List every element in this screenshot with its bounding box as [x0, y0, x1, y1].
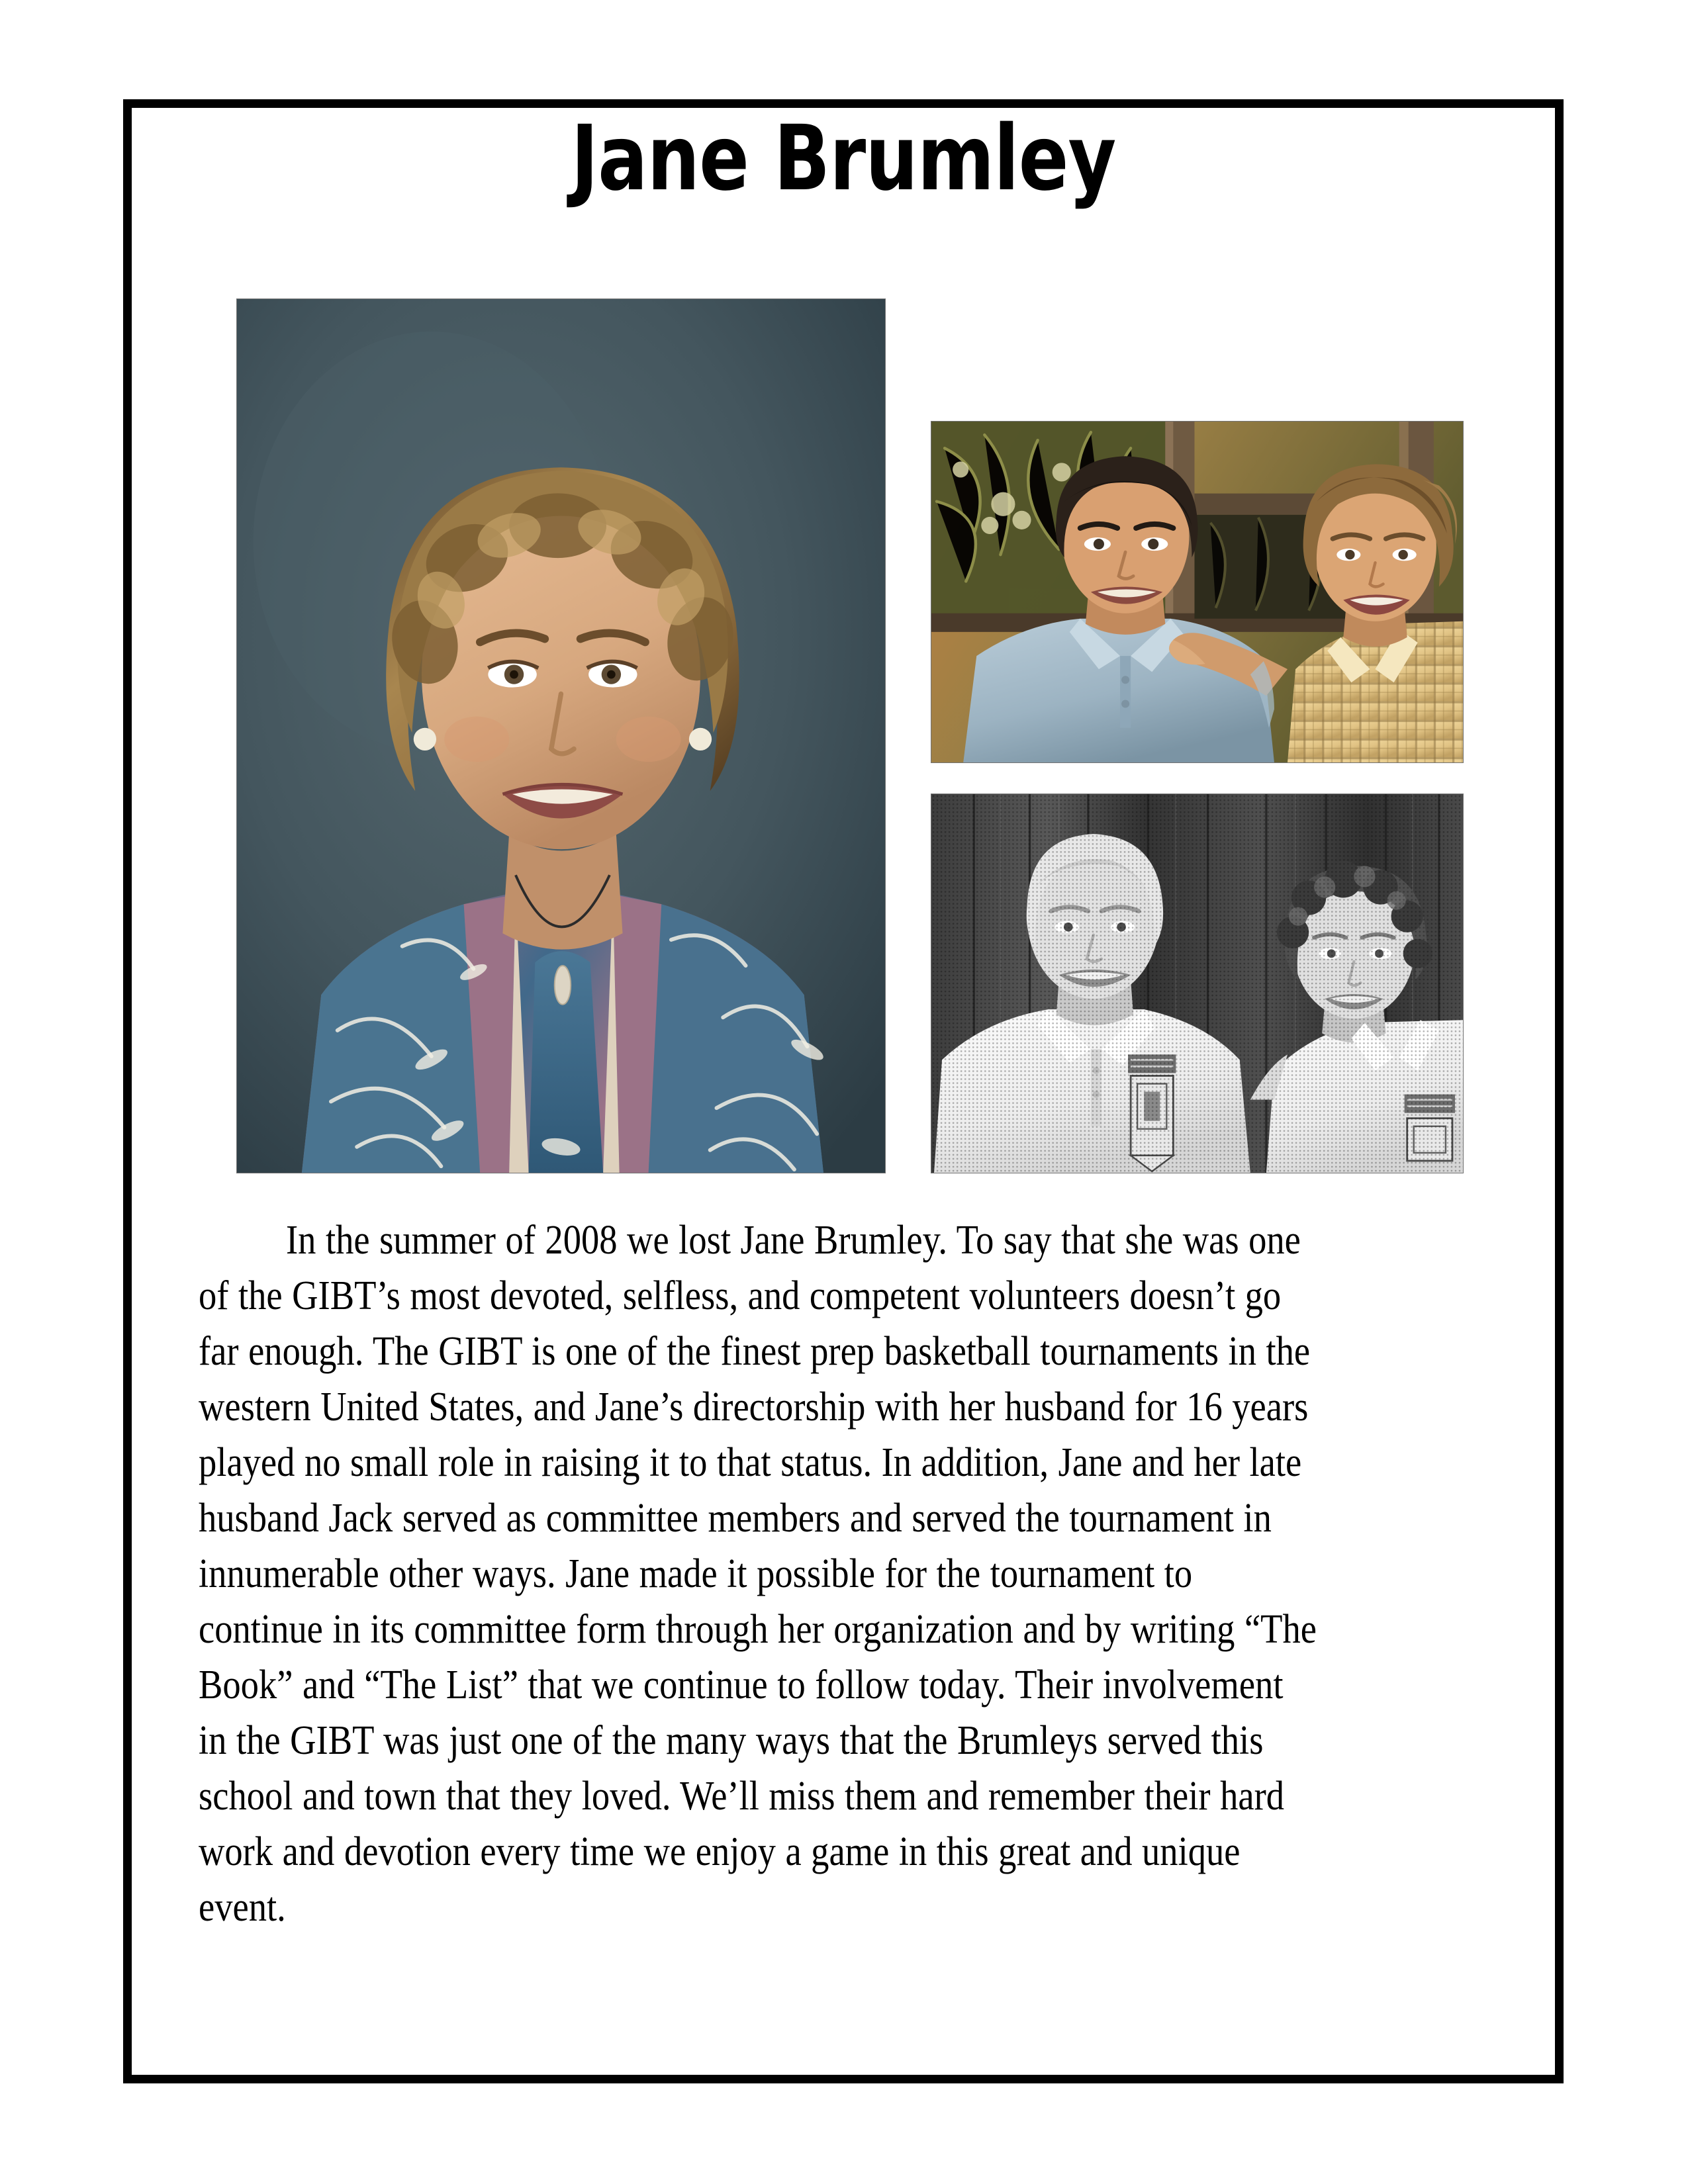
tribute-paragraph: In the summer of 2008 we lost Jane Brumley. To say that she was one of the GIBT’s most devoted, selfless, and competent volunteers doesn’t go far enough. The GIBT is one of the finest prep basketball tournaments in the western United States, and Jane’s directorship with her husband for 16 years played no small role in raising it to that status. In addition, Jane and her late husband Jack served as committee members and served the tournament in innumerable other ways. Jane made it possible for the tournament to continue in its committee form through her organization and by writing “The Book” and “The List” that we continue to follow today. Their involvement in the GIBT was just one of the many ways that the Brumleys served this school and town that they loved. We’ll miss them and remember their hard work and devotion every time we enjoy a game in this great and unique event. — [199, 1218, 1317, 1930]
couple-older-image — [931, 794, 1463, 1173]
page-title: Jane Brumley — [571, 107, 1116, 211]
photo-couple-young — [931, 422, 1463, 762]
photo-couple-older — [931, 794, 1463, 1173]
couple-young-image — [931, 422, 1463, 762]
portrait-image — [237, 299, 885, 1173]
photo-portrait-jane-brumley — [237, 299, 885, 1173]
